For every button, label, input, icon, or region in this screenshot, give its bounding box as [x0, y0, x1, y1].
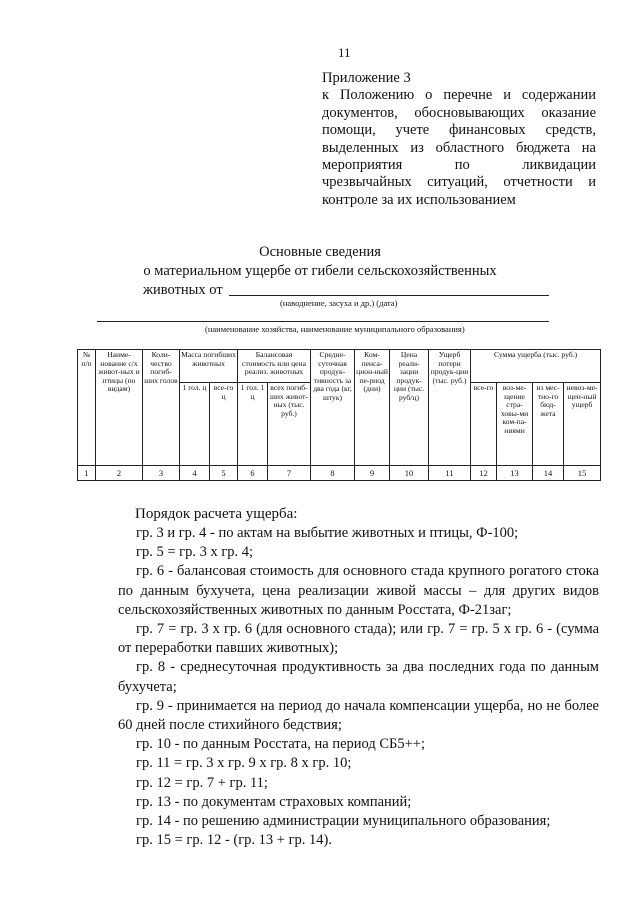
calc-rule: гр. 11 = гр. 3 х гр. 9 х гр. 8 х гр. 10; — [136, 755, 352, 772]
header-cell: все-го ц — [210, 383, 238, 466]
calc-rule: гр. 10 - по данным Росстата, на период СБ5++; — [136, 736, 425, 753]
column-number: 1 — [78, 466, 96, 481]
page-number: 11 — [338, 45, 351, 60]
column-number: 5 — [210, 466, 238, 481]
appendix-line: чрезвычайных ситуаций, отчетности и — [322, 174, 596, 191]
header-cell: из мес-тно-го бюд-жета — [533, 383, 564, 466]
calc-rule: гр. 15 = гр. 12 - (гр. 13 + гр. 14). — [136, 832, 333, 849]
event-caption: (наводнение, засуха и др.) (дата) — [280, 298, 398, 308]
header-cell: Коли-чество погиб-ших голов — [143, 350, 180, 466]
document-subtitle-end: животных от — [143, 282, 223, 298]
column-number: 8 — [311, 466, 355, 481]
calc-title: Порядок расчета ущерба: — [135, 506, 298, 522]
column-number: 14 — [533, 466, 564, 481]
column-number: 3 — [143, 466, 180, 481]
calc-rule: гр. 12 = гр. 7 + гр. 11; — [136, 774, 268, 791]
header-cell: невоз-ме-щен-ный ущерб — [564, 383, 601, 466]
header-cell: всех погиб-ших живот-ных (тыс. руб.) — [268, 383, 311, 466]
appendix-block — [322, 70, 596, 209]
header-cell: № п/п — [78, 350, 96, 466]
appendix-line: помощи, учете финансовых средств, — [322, 122, 596, 139]
farm-caption: (наименование хозяйства, наименование муниципального образования) — [205, 324, 465, 334]
calc-rule: гр. 7 = гр. 3 х гр. 6 (для основного стада); или гр. 7 = гр. 5 х гр. 6 - (сумма от переработки павших животных); — [118, 621, 599, 657]
document-subtitle: о материальном ущербе от гибели сельскохозяйственных — [143, 263, 497, 279]
appendix-line: выделенных из областного бюджета на — [322, 139, 596, 156]
header-cell: Средне-суточная продук-тивность за два года (кг, штук) — [311, 350, 355, 466]
calc-rule: гр. 5 = гр. 3 х гр. 4; — [136, 544, 254, 561]
header-cell: Ущерб потери продук-ции (тыс. руб.) — [429, 350, 471, 466]
calc-rule: гр. 6 - балансовая стоимость для основного стада крупного рогатого стока по данным бухучета, цена реализации живой массы – для других видов сельскохозяйственных животных по данным Росстата, Ф-21заг; — [118, 563, 599, 618]
calc-rules — [118, 524, 599, 850]
column-number: 11 — [429, 466, 471, 481]
appendix-line: контроле за их использованием — [322, 191, 516, 208]
column-number: 6 — [238, 466, 268, 481]
column-number: 15 — [564, 466, 601, 481]
header-cell: Наиме-нование с/х живот-ных и птицы (по видам) — [96, 350, 143, 466]
header-cell: Балансовая стоимость или цена реализ. животных — [238, 350, 311, 383]
header-cell: воз-ме-щение стра-ховы-ми ком-па-ниями — [497, 383, 533, 466]
appendix-line: к Положению о перечне и содержании — [322, 87, 596, 104]
appendix-line: мероприятия по ликвидации — [322, 157, 596, 174]
calc-rule: гр. 9 - принимается на период до начала компенсации ущерба, но не более 60 дней после стихийного бедствия; — [118, 697, 599, 734]
column-number: 12 — [471, 466, 497, 481]
damage-table — [77, 349, 601, 481]
header-cell: 1 гол. 1 ц — [238, 383, 268, 466]
column-number: 10 — [390, 466, 429, 481]
header-cell: все-го — [471, 383, 497, 466]
calc-rule: гр. 8 - среднесуточная продуктивность за два последних года по данным бухучета; — [118, 659, 599, 695]
document-title: Основные сведения — [259, 244, 381, 260]
header-cell: 1 гол. ц — [180, 383, 210, 466]
column-number: 9 — [355, 466, 390, 481]
calc-rule: гр. 14 - по решению администрации муниципального образования; — [136, 813, 551, 830]
event-fill-line — [229, 295, 549, 296]
appendix-line: Приложение 3 — [322, 70, 411, 86]
appendix-line: документов, обосновывающих оказание — [322, 104, 596, 121]
column-number: 13 — [497, 466, 533, 481]
header-cell: Ком-пенса-цион-ный пе-риод (дни) — [355, 350, 390, 466]
column-number: 2 — [96, 466, 143, 481]
header-cell: Масса погибших животных — [180, 350, 238, 383]
column-number: 7 — [268, 466, 311, 481]
calc-rule: гр. 13 - по документам страховых компаний; — [136, 793, 412, 810]
header-cell: Сумма ущерба (тыс. руб.) — [471, 350, 601, 383]
column-number: 4 — [180, 466, 210, 481]
calc-rule: гр. 3 и гр. 4 - по актам на выбытие животных и птицы, Ф-100; — [136, 525, 519, 541]
header-cell: Цена реали-зации продук-ции (тыс. руб/ц) — [390, 350, 429, 466]
farm-fill-line — [97, 321, 549, 322]
